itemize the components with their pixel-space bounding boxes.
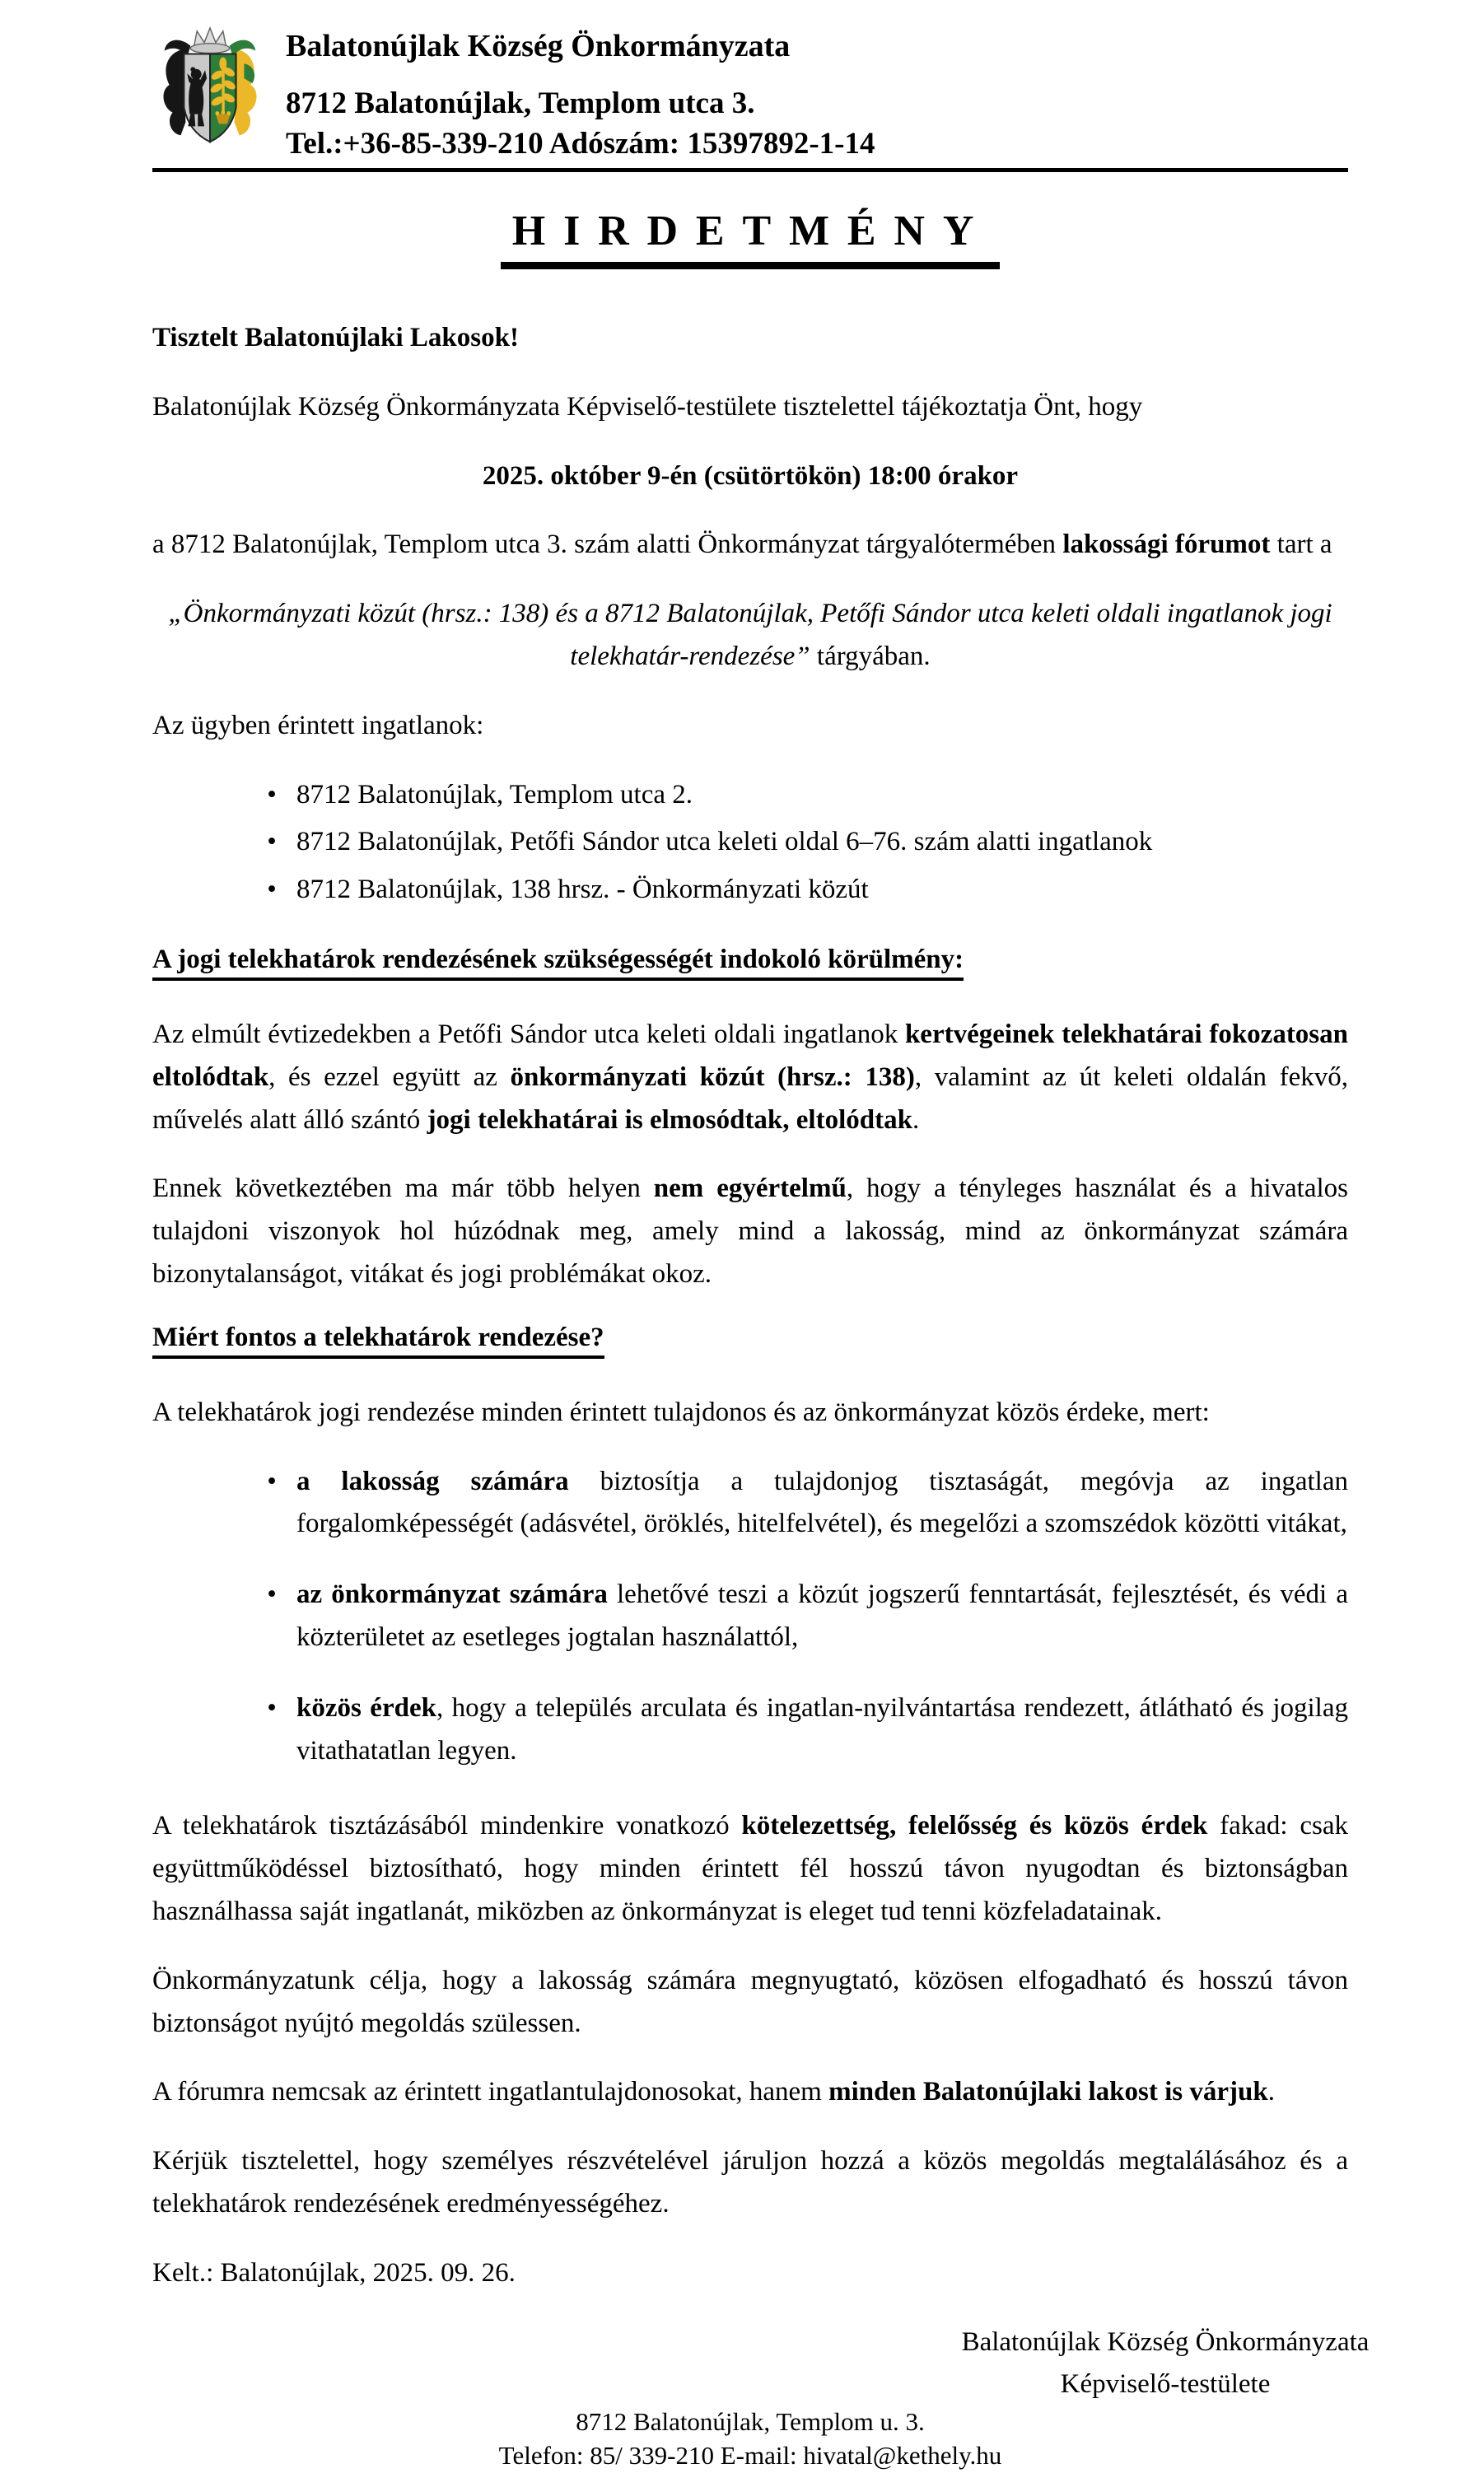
necessity-paragraph-1: Az elmúlt évtizedekben a Petőfi Sándor utca keleti oldali ingatlanok kertvégeinek telekhatárai fokozatosan eltolódtak, és ezzel együtt az önkormányzati közút (hrsz.: 138), valamint az út keleti oldalán fekvő, művelés alatt álló szántó jogi telekhatárai is elmosódtak, eltolódtak. xyxy=(152,1019,1349,1135)
footer-contact: Telefon: 85/ 339-210 E-mail: hivatal@kethely.hu xyxy=(498,2440,1002,2470)
importance-intro-paragraph: A telekhatárok jogi rendezése minden érintett tulajdonos és az önkormányzat közös érdeke, mert: xyxy=(152,1397,1210,1427)
page-footer xyxy=(152,2405,1348,2473)
bullet-icon: • xyxy=(267,827,277,857)
list-item xyxy=(247,869,1348,912)
bullet-icon: • xyxy=(267,779,277,810)
coat-of-arms-logo xyxy=(152,23,268,153)
importance-reasons-list xyxy=(152,1461,1348,1773)
letterhead-address: 8712 Balatonújlak, Templom utca 3. xyxy=(286,86,755,120)
dateline: Kelt.: Balatonújlak, 2025. 09. 26. xyxy=(152,2257,516,2288)
venue-paragraph: a 8712 Balatonújlak, Templom utca 3. szám alatti Önkormányzat tárgyalótermében lakossági fórumot tart a xyxy=(152,530,1332,560)
bullet-icon: • xyxy=(267,875,277,905)
document-title: HIRDETMÉNY xyxy=(152,207,1348,269)
intro-paragraph: Balatonújlak Község Önkormányzata Képviselő-testülete tisztelettel tájékoztatja Önt, hogy xyxy=(152,391,1143,422)
goal-paragraph: Önkormányzatunk célja, hogy a lakosság számára megnyugtató, közösen elfogadható és hosszú távon biztonságot nyújtó megoldás szülessen. xyxy=(152,1965,1348,2038)
request-paragraph: Kérjük tisztelettel, hogy személyes részvételével járuljon hozzá a közös megoldás megtalálásához és a telekhatárok rendezésének eredményességéhez. xyxy=(152,2146,1348,2219)
document-body xyxy=(152,207,1370,2405)
bullet-icon: • xyxy=(267,1692,277,1723)
salutation: Tisztelt Balatonújlaki Lakosok! xyxy=(152,323,519,352)
letterhead-tel-tax: Tel.:+36-85-339-210 Adószám: 15397892-1-14 xyxy=(286,127,875,161)
affected-properties-label: Az ügyben érintett ingatlanok: xyxy=(152,710,484,740)
header-divider xyxy=(152,168,1348,172)
signature-org: Balatonújlak Község Önkormányzata xyxy=(961,2326,1370,2357)
coat-of-arms-icon xyxy=(152,23,268,153)
invitation-paragraph: A fórumra nemcsak az érintett ingatlantulajdonosokat, hanem minden Balatonújlaki lakost is várjuk. xyxy=(152,2077,1275,2107)
section-heading-necessity: A jogi telekhatárok rendezésének szükségességét indokoló körülmény: xyxy=(152,945,1348,981)
section-heading-importance: Miért fontos a telekhatárok rendezése? xyxy=(152,1323,1348,1359)
footer-address: 8712 Balatonújlak, Templom u. 3. xyxy=(576,2406,925,2436)
bullet-icon: • xyxy=(267,1466,277,1496)
letterhead-text xyxy=(286,23,875,161)
list-item-text: az önkormányzat számára lehetővé teszi a közút jogszerű fenntartását, fejlesztését, és védi a közterületet az esetleges jogtalan használattól, xyxy=(296,1579,1348,1652)
signature-body: Képviselő-testülete xyxy=(1060,2368,1271,2399)
affected-properties-list xyxy=(152,774,1348,912)
subject-quote: „Önkormányzati közút (hrsz.: 138) és a 8712 Balatonújlak, Petőfi Sándor utca keleti oldali ingatlanok jogi telekhatár-rendezése” tárgyában. xyxy=(168,599,1332,671)
list-item xyxy=(247,821,1348,864)
necessity-paragraph-2: Ennek következtében ma már több helyen nem egyértelmű, hogy a tényleges használat és a hivatalos tulajdoni viszonyok hol húzódnak meg, amely mind a lakosság, mind az önkormányzat számára bizonytalanságot, vitákat és jogi problémákat okoz. xyxy=(152,1174,1348,1289)
letterhead-org-name: Balatonújlak Község Önkormányzata xyxy=(286,29,791,63)
list-item-text: 8712 Balatonújlak, 138 hrsz. - Önkormányzati közút xyxy=(296,875,869,905)
bullet-icon: • xyxy=(267,1579,277,1610)
list-item xyxy=(247,1574,1348,1659)
signature-block xyxy=(852,2321,1478,2405)
list-item xyxy=(247,774,1348,817)
list-item xyxy=(247,1687,1348,1773)
list-item xyxy=(247,1461,1348,1547)
list-item-text: 8712 Balatonújlak, Templom utca 2. xyxy=(296,779,693,810)
list-item-text: közös érdek, hogy a település arculata és ingatlan-nyilvántartása rendezett, átlátható és jogilag vitathatatlan legyen. xyxy=(296,1692,1348,1766)
list-item-text: 8712 Balatonújlak, Petőfi Sándor utca keleti oldal 6–76. szám alatti ingatlanok xyxy=(296,827,1153,857)
event-datetime: 2025. október 9-én (csütörtökön) 18:00 órakor xyxy=(482,460,1019,491)
letterhead xyxy=(152,23,1348,161)
obligation-paragraph: A telekhatárok tisztázásából mindenkire vonatkozó kötelezettség, felelősség és közös érdek fakad: csak együttműködéssel biztosítható, hogy minden érintett fél hosszú távon nyugodtan és biztonságban használhassa saját ingatlanát, miközben az önkormányzat is eleget tud tenni közfeladatainak. xyxy=(152,1811,1349,1926)
list-item-text: a lakosság számára biztosítja a tulajdonjog tisztaságát, megóvja az ingatlan forgalomképességét (adásvétel, öröklés, hitelfelvétel), és megelőzi a szomszédok közötti vitákat, xyxy=(296,1466,1348,1539)
